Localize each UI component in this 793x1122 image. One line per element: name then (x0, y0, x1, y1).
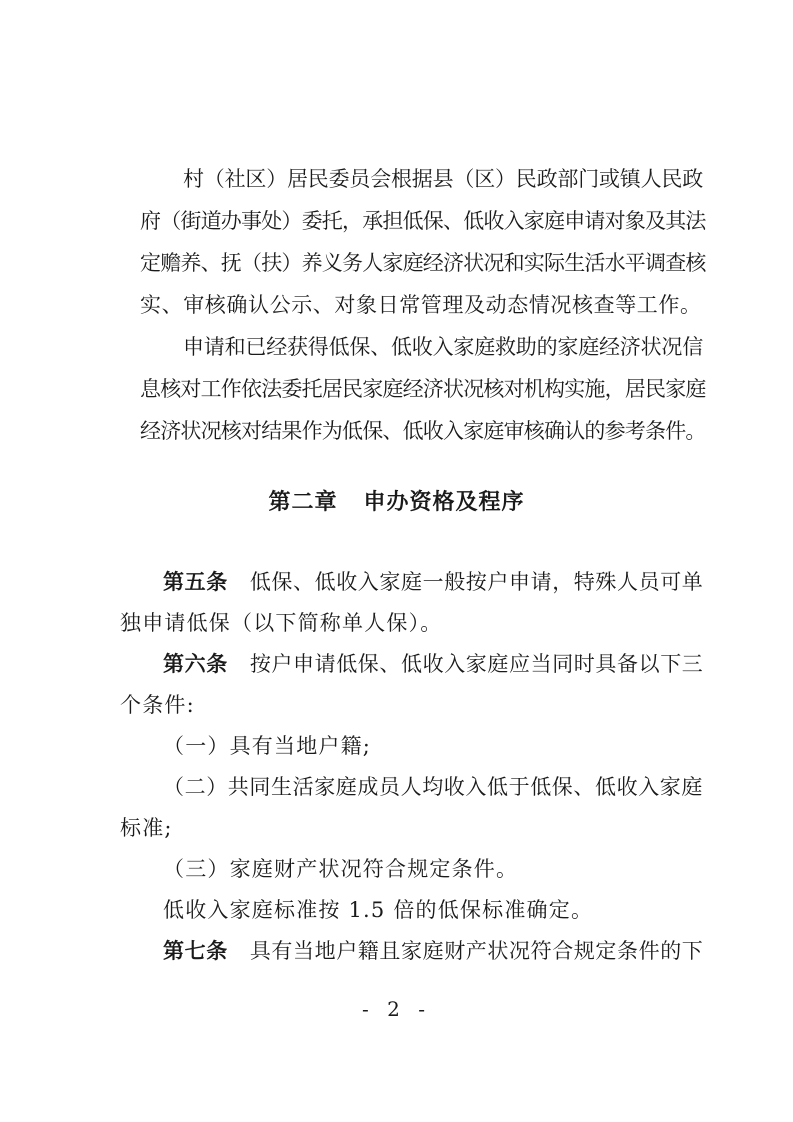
chapter-number: 第二章 (268, 490, 338, 515)
chapter-title: 申办资格及程序 (363, 490, 525, 515)
article-6-item-2-line-2: 标准; (120, 816, 173, 840)
article-5-text: 低保、低收入家庭一般按户申请，特殊人员可单 (249, 570, 704, 594)
paragraph-1-line-3: 定赡养、抚（扶）养义务人家庭经济状况和实际生活水平调查核 (140, 251, 706, 275)
article-6-item-1: （一）具有当地户籍; (163, 734, 372, 758)
article-6-item-2-line-1: （二）共同生活家庭成员人均收入低于低保、低收入家庭 (163, 775, 703, 799)
article-5-label: 第五条 (163, 570, 228, 594)
chapter-heading (0, 488, 793, 518)
article-5-line-1 (163, 568, 703, 596)
article-7-line-1 (163, 937, 703, 965)
page-number: - 2 - (362, 997, 431, 1021)
article-7-text: 具有当地户籍且家庭财产状况符合规定条件的下 (249, 939, 704, 963)
article-6-text: 按户申请低保、低收入家庭应当同时具备以下三 (249, 652, 704, 676)
article-6-note: 低收入家庭标准按 1.5 倍的低保标准确定。 (163, 898, 594, 922)
paragraph-1-line-2: 府（街道办事处）委托，承担低保、低收入家庭申请对象及其法 (140, 209, 706, 233)
article-6-line-2: 个条件: (120, 693, 195, 717)
article-7-label: 第七条 (163, 939, 228, 963)
article-6-label: 第六条 (163, 652, 228, 676)
article-5-line-2: 独申请低保（以下简称单人保）。 (120, 611, 443, 635)
paragraph-2-line-1: 申请和已经获得低保、低收入家庭救助的家庭经济状况信 (183, 335, 703, 359)
paragraph-2-line-2: 息核对工作依法委托居民家庭经济状况核对机构实施，居民家庭 (140, 377, 706, 401)
paragraph-1-line-1: 村（社区）居民委员会根据县（区）民政部门或镇人民政 (183, 167, 703, 191)
paragraph-2-line-3: 经济状况核对结果作为低保、低收入家庭审核确认的参考条件。 (140, 419, 706, 443)
article-6-line-1 (163, 650, 703, 678)
article-6-item-3: （三）家庭财产状况符合规定条件。 (163, 857, 519, 881)
paragraph-1-line-4: 实、审核确认公示、对象日常管理及动态情况核查等工作。 (140, 293, 702, 317)
